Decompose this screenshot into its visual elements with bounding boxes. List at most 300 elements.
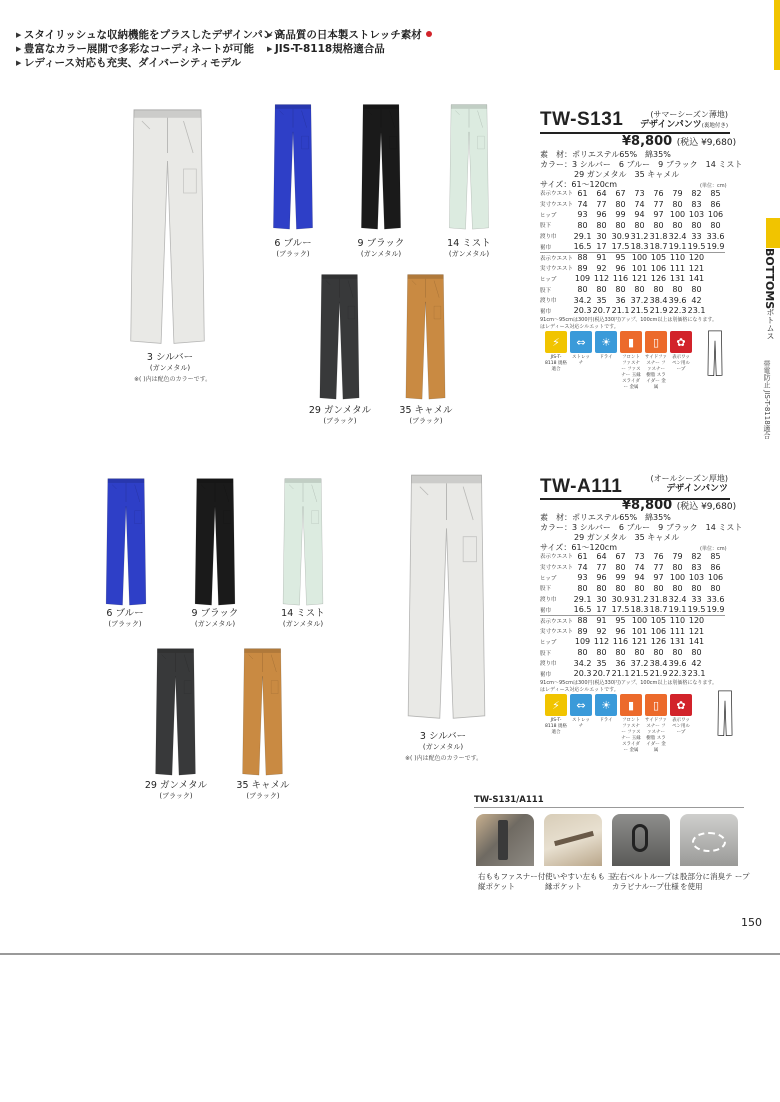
size-cell: 22.3 (668, 306, 687, 316)
size-row (540, 626, 725, 637)
size-cell: 19.5 (687, 242, 706, 252)
color-spec-2: 29 ガンメタル 35 キャメル (574, 533, 680, 542)
silhouette-icon (702, 330, 728, 376)
size-cell: 95 (615, 616, 626, 626)
swatch-caption-camel (225, 780, 301, 802)
size-table (540, 188, 725, 316)
feature-point: ▶ 豊富なカラー展開で多彩なコーディネートが可能 (16, 42, 284, 56)
size-cell: 73 (634, 188, 645, 198)
size-cell: 106 (650, 626, 667, 636)
swatch-caption-camel (388, 405, 464, 427)
lining-note: (裏地付き) (701, 123, 728, 129)
size-cell: 121 (631, 274, 648, 284)
size-cell: 32.4 (668, 594, 687, 604)
price-tax: (税込 ¥9,680) (676, 502, 737, 512)
swatch-sub: (ガンメタル) (194, 620, 236, 628)
size-row-label: ヒップ (540, 276, 557, 283)
swatch-caption-black (178, 608, 252, 630)
feature-point: ▶ スタイリッシュな収納機能をプラスしたデザインパンツ (16, 28, 284, 42)
season-label: (オールシーズン厚地) (650, 474, 728, 483)
silhouette-icon (712, 690, 738, 736)
size-cell: 77 (653, 199, 664, 209)
feature-badge-label: 表示ワッペン用ループ (672, 355, 690, 372)
footer-rule (0, 953, 780, 955)
size-row (540, 252, 725, 263)
swatch-sub: (ブラック) (323, 417, 357, 425)
detail-caption: 使いやすい左もも 玉縁ポケット (545, 872, 615, 891)
size-cell: 18.3 (630, 242, 649, 252)
size-cell: 96 (596, 210, 607, 220)
size-cell: 141 (688, 637, 705, 647)
feature-badge-icon: ▮ (620, 694, 642, 716)
size-row (540, 647, 725, 658)
size-row-label: 裾巾 (540, 241, 573, 252)
size-range: サイズ：61〜120cm (540, 180, 618, 189)
price (622, 134, 736, 149)
size-cell: 23.1 (687, 669, 706, 679)
swatch-sub: (ブラック) (276, 250, 310, 258)
size-cell: 82 (691, 188, 702, 198)
size-cell: 67 (615, 188, 626, 198)
size-cell: 80 (691, 285, 702, 295)
size-cell: 80 (577, 583, 588, 593)
size-row-label: 裾巾 (540, 308, 552, 315)
feature-badge-icon: ⇔ (570, 331, 592, 353)
pants-gunmetal-image (143, 646, 208, 776)
size-cell: 21.9 (649, 306, 668, 316)
size-cell: 80 (710, 583, 721, 593)
size-cell: 74 (577, 562, 588, 572)
size-cell: 77 (596, 199, 607, 209)
size-row (540, 615, 725, 626)
size-cell: 77 (653, 562, 664, 572)
trim-color-note: ※( )内は配色のカラーです。 (134, 376, 212, 383)
size-cell: 30.9 (611, 231, 630, 241)
size-cell: 38.4 (649, 295, 668, 305)
size-cell: 106 (707, 210, 724, 220)
size-cell: 116 (612, 274, 629, 284)
size-row (540, 306, 725, 317)
size-cell: 20.7 (592, 669, 611, 679)
size-cell: 74 (634, 562, 645, 572)
size-cell: 116 (612, 637, 629, 647)
detail-photo-deodorant-tape (680, 814, 738, 866)
size-row (540, 263, 725, 274)
size-cell: 16.5 (573, 242, 592, 252)
size-cell: 61 (577, 551, 588, 561)
pants-black-image (184, 476, 246, 606)
size-cell: 97 (653, 210, 664, 220)
swatch-name: キャメル (251, 780, 290, 791)
swatch-caption-mist (266, 608, 340, 630)
swatch-sub: (ブラック) (409, 417, 443, 425)
swatch-num: 35 (399, 405, 412, 416)
size-cell: 80 (596, 583, 607, 593)
size-cell: 35 (596, 295, 607, 305)
model-number: TW-S131 (540, 109, 624, 130)
feature-point-made-in-japan (267, 28, 432, 42)
size-table (540, 551, 725, 679)
size-cell (706, 263, 725, 274)
feature-badge-icon: ✿ (670, 331, 692, 353)
size-cell: 80 (691, 648, 702, 658)
feature-badge-icon: ☀ (595, 331, 617, 353)
pants-black-image (350, 102, 412, 230)
size-cell: 97 (653, 573, 664, 583)
size-cell: 100 (669, 210, 686, 220)
size-cell: 23.1 (687, 306, 706, 316)
size-row (540, 637, 725, 648)
size-cell (706, 658, 725, 669)
size-row (540, 551, 725, 562)
size-row-label: 表示ウエスト (540, 191, 574, 198)
swatch-name: ブルー (115, 608, 144, 619)
accent-strip (774, 0, 780, 70)
size-cell: 16.5 (573, 605, 592, 615)
size-cell: 110 (669, 253, 686, 263)
price-note: 91cm〜95cmは300円(税込330円)アップ、100cm以上は別価格になります。 (540, 680, 717, 686)
swatch-sub: (ブラック) (108, 620, 142, 628)
size-cell: 21.5 (630, 306, 649, 316)
size-row-label: 表示ウエスト (540, 554, 574, 561)
size-cell: 86 (710, 562, 721, 572)
size-cell: 126 (650, 637, 667, 647)
feature-icon-labels (545, 355, 692, 391)
material-spec: 素 材：ポリエステル65% 綿35% (540, 150, 671, 159)
size-range: サイズ：61〜120cm (540, 543, 618, 552)
size-cell: 80 (634, 285, 645, 295)
swatch-name: キャメル (414, 405, 453, 416)
swatch-caption-black (344, 238, 418, 260)
feature-badge-label: フロントファスナー ファスナー 玉縁 スライダー 金属 (621, 355, 641, 390)
detail-caption: 股部分に消臭テ ープを使用 (680, 872, 750, 891)
size-cell: 37.2 (630, 295, 649, 305)
size-cell: 103 (688, 210, 705, 220)
material-spec: 素 材：ポリエステル65% 綿35% (540, 513, 671, 522)
size-cell: 82 (691, 551, 702, 561)
product-type: デザインパンツ (666, 484, 728, 494)
swatch-caption-blue (90, 608, 160, 630)
size-cell (706, 295, 725, 306)
pants-gunmetal-image (307, 272, 372, 400)
feature-badge-label: JIS-T-8118 規格適合 (545, 718, 567, 735)
feature-badge-icon: ⚡ (545, 694, 567, 716)
size-cell: 89 (577, 263, 588, 273)
size-cell: 111 (669, 626, 686, 636)
size-cell: 20.3 (573, 306, 592, 316)
size-row-label: 股下 (540, 650, 552, 657)
size-cell: 101 (631, 263, 648, 273)
size-cell: 20.7 (592, 306, 611, 316)
size-cell: 37.2 (630, 658, 649, 668)
size-cell: 33 (691, 594, 702, 604)
product-subtitle (630, 474, 728, 494)
size-cell: 141 (688, 274, 705, 284)
size-cell: 80 (577, 220, 588, 230)
accent-strip (766, 218, 780, 248)
size-cell: 31.2 (630, 594, 649, 604)
feature-badge-icon: ☀ (595, 694, 617, 716)
size-cell: 126 (650, 274, 667, 284)
size-cell: 110 (669, 616, 686, 626)
detail-photo-belt-loop (612, 814, 670, 866)
size-cell: 80 (672, 220, 683, 230)
swatch-num: 6 (106, 608, 113, 619)
size-row-label: 表示ウエスト (540, 618, 574, 625)
price-value: ¥8,800 (622, 134, 673, 149)
size-cell: 80 (634, 583, 645, 593)
size-cell: 92 (596, 626, 607, 636)
size-cell: 76 (653, 551, 664, 561)
size-cell: 120 (688, 616, 705, 626)
feature-badge-label: 表示ワッペン用ループ (672, 718, 690, 735)
size-cell: 67 (615, 551, 626, 561)
size-cell: 33 (691, 231, 702, 241)
feature-badge-label: ストレッチ (572, 355, 590, 366)
size-cell: 80 (672, 562, 683, 572)
product-type: デザインパンツ (639, 120, 702, 130)
size-row-label: ヒップ (540, 212, 557, 219)
size-cell: 18.7 (649, 605, 668, 615)
feature-badge-label: フロントファスナー ファスナー 玉縁 スライダー 金属 (621, 718, 641, 753)
swatch-sub: (ブラック) (246, 792, 280, 800)
ladies-note: はレディース対応シルエットです。 (540, 324, 619, 330)
size-cell (706, 252, 725, 263)
size-cell: 121 (688, 626, 705, 636)
pants-mist-image (272, 476, 334, 606)
size-cell: 39.6 (668, 658, 687, 668)
size-cell: 80 (577, 648, 588, 658)
feature-badge-label: JIS-T-8118 規格適合 (545, 355, 567, 372)
pants-camel-image (230, 646, 295, 776)
size-cell: 111 (669, 263, 686, 273)
swatch-num: 29 (144, 780, 157, 791)
size-cell: 96 (596, 573, 607, 583)
size-row-label: 実寸ウエスト (540, 266, 574, 273)
size-cell: 79 (672, 551, 683, 561)
size-cell: 19.9 (706, 242, 725, 252)
size-cell: 21.1 (611, 306, 630, 316)
feature-badge-icon: ✿ (670, 694, 692, 716)
swatch-name: シルバー (428, 731, 467, 742)
unit-note: (単位：cm) (700, 546, 727, 552)
size-row (540, 199, 725, 210)
size-cell: 29.1 (573, 231, 592, 241)
feature-icon-labels (545, 718, 692, 754)
size-cell: 91 (596, 253, 607, 263)
size-cell: 100 (631, 253, 648, 263)
size-cell: 34.2 (573, 295, 592, 305)
size-cell: 79 (672, 188, 683, 198)
size-cell: 64 (596, 188, 607, 198)
size-cell: 85 (710, 551, 721, 561)
swatch-sub: (ガンメタル) (422, 743, 464, 751)
size-cell: 31.8 (649, 594, 668, 604)
feature-badge-icon: ▯ (645, 331, 667, 353)
pants-blue-image (262, 102, 324, 230)
swatch-sub: (ガンメタル) (282, 620, 324, 628)
price-value: ¥8,800 (622, 498, 673, 513)
feature-list-left (16, 28, 284, 70)
price-tax: (税込 ¥9,680) (676, 138, 737, 148)
size-cell: 30.9 (611, 594, 630, 604)
swatch-name: ブラック (366, 238, 405, 249)
swatch-num: 35 (236, 780, 249, 791)
size-cell: 74 (577, 199, 588, 209)
size-cell (706, 647, 725, 658)
size-cell: 101 (631, 626, 648, 636)
size-cell: 80 (691, 583, 702, 593)
category-kana: ボトムス (766, 308, 775, 340)
size-cell: 18.7 (649, 242, 668, 252)
size-cell: 80 (672, 648, 683, 658)
swatch-sub: (ブラック) (159, 792, 193, 800)
swatch-sub: (ガンメタル) (448, 250, 490, 258)
size-cell: 103 (688, 573, 705, 583)
size-cell: 106 (707, 573, 724, 583)
detail-caption: 右ももファスナー付 縦ポケット (478, 872, 546, 891)
size-cell: 86 (710, 199, 721, 209)
size-cell (706, 274, 725, 285)
feature-icons (545, 331, 692, 353)
feature-list-right (267, 28, 432, 56)
color-spec-2: 29 ガンメタル 35 キャメル (574, 170, 680, 179)
swatch-name: シルバー (155, 352, 194, 363)
size-cell (706, 637, 725, 648)
size-row-label: 実寸ウエスト (540, 202, 574, 209)
size-cell: 93 (577, 573, 588, 583)
size-cell: 121 (688, 263, 705, 273)
size-cell: 83 (691, 562, 702, 572)
size-cell: 21.5 (630, 669, 649, 679)
color-spec-1: カラー：3 シルバー 6 ブルー 9 ブラック 14 ミスト (540, 160, 743, 169)
size-row-label: 渡り巾 (540, 234, 557, 241)
size-row (540, 658, 725, 669)
size-cell: 36 (615, 658, 626, 668)
feature-badge-label: サイドファスナー ファスナー 樹脂 スライダー 金属 (645, 355, 667, 390)
size-cell: 33.6 (706, 594, 725, 604)
swatch-num: 9 (191, 608, 198, 619)
size-cell: 80 (596, 285, 607, 295)
size-cell: 21.9 (649, 669, 668, 679)
size-row (540, 594, 725, 605)
feature-text: 高品質の日本製ストレッチ素材 (274, 29, 422, 41)
size-cell (706, 284, 725, 295)
antistatic-note: 帯電防止 JIS-T-8118適合 (763, 360, 771, 439)
product-subtitle (630, 110, 728, 131)
price (622, 498, 736, 513)
swatch-num: 9 (357, 238, 364, 249)
size-cell: 31.8 (649, 231, 668, 241)
pants-blue-image (95, 476, 157, 606)
size-cell: 73 (634, 551, 645, 561)
detail-section-title: TW-S131/A111 (474, 795, 544, 805)
swatch-sub: (ガンメタル) (360, 250, 402, 258)
trim-color-note: ※( )内は配色のカラーです。 (405, 755, 483, 762)
size-cell: 88 (577, 253, 588, 263)
swatch-name: ブルー (283, 238, 312, 249)
swatch-name: ブラック (200, 608, 239, 619)
size-cell: 76 (653, 188, 664, 198)
feature-badge-icon: ⚡ (545, 331, 567, 353)
size-cell: 89 (577, 626, 588, 636)
detail-photo-zipper-pocket (476, 814, 534, 866)
size-cell: 80 (615, 220, 626, 230)
size-row-label: 股下 (540, 586, 552, 593)
size-cell: 20.3 (573, 669, 592, 679)
size-cell: 35 (596, 658, 607, 668)
size-cell: 121 (631, 637, 648, 647)
size-cell: 38.4 (649, 658, 668, 668)
size-row-label: 渡り巾 (540, 661, 557, 668)
swatch-sub: (ガンメタル) (149, 364, 191, 372)
size-cell: 32.4 (668, 231, 687, 241)
size-cell: 80 (634, 648, 645, 658)
size-cell: 80 (653, 648, 664, 658)
detail-photo-welt-pocket (544, 814, 602, 866)
ladies-note: はレディース対応シルエットです。 (540, 687, 619, 693)
model-number: TW-A111 (540, 476, 623, 497)
size-row (540, 284, 725, 295)
size-cell: 17 (592, 604, 611, 615)
size-cell: 18.3 (630, 605, 649, 615)
size-cell: 94 (634, 210, 645, 220)
swatch-num: 14 (447, 238, 460, 249)
size-cell: 19.5 (687, 605, 706, 615)
size-cell (706, 615, 725, 626)
pants-mist-image (438, 102, 500, 230)
feature-icons (545, 694, 692, 716)
size-cell: 88 (577, 616, 588, 626)
size-cell: 109 (574, 637, 591, 647)
feature-badge-icon: ⇔ (570, 694, 592, 716)
size-cell: 19.9 (706, 605, 725, 615)
pants-silver-image (384, 470, 509, 720)
swatch-num: 29 (308, 405, 321, 416)
size-cell: 39.6 (668, 295, 687, 305)
size-row-label: 渡り巾 (540, 597, 557, 604)
size-cell: 19.1 (668, 242, 687, 252)
size-row (540, 188, 725, 199)
size-cell: 80 (615, 199, 626, 209)
swatch-name: ミスト (296, 608, 325, 619)
swatch-num: 3 (146, 352, 153, 363)
size-row (540, 295, 725, 306)
size-cell: 34.2 (573, 658, 592, 668)
size-cell: 131 (669, 274, 686, 284)
made-in-japan-icon (426, 31, 432, 37)
size-cell: 80 (672, 199, 683, 209)
size-row (540, 241, 725, 252)
size-cell: 19.1 (668, 605, 687, 615)
size-cell: 31.2 (630, 231, 649, 241)
size-cell: 112 (593, 274, 610, 284)
swatch-caption-silver (408, 731, 478, 753)
size-cell: 61 (577, 188, 588, 198)
size-row-label: 股下 (540, 223, 552, 230)
size-cell: 42 (691, 658, 702, 668)
size-cell: 80 (691, 220, 702, 230)
size-cell: 64 (596, 551, 607, 561)
size-cell: 74 (634, 199, 645, 209)
size-cell: 85 (710, 188, 721, 198)
color-spec-1: カラー：3 シルバー 6 ブルー 9 ブラック 14 ミスト (540, 523, 743, 532)
size-cell: 83 (691, 199, 702, 209)
size-row-label: 実寸ウエスト (540, 629, 574, 636)
size-cell: 92 (596, 263, 607, 273)
price-note: 91cm〜95cmは300円(税込330円)アップ、100cm以上は別価格になります。 (540, 317, 717, 323)
size-cell: 120 (688, 253, 705, 263)
